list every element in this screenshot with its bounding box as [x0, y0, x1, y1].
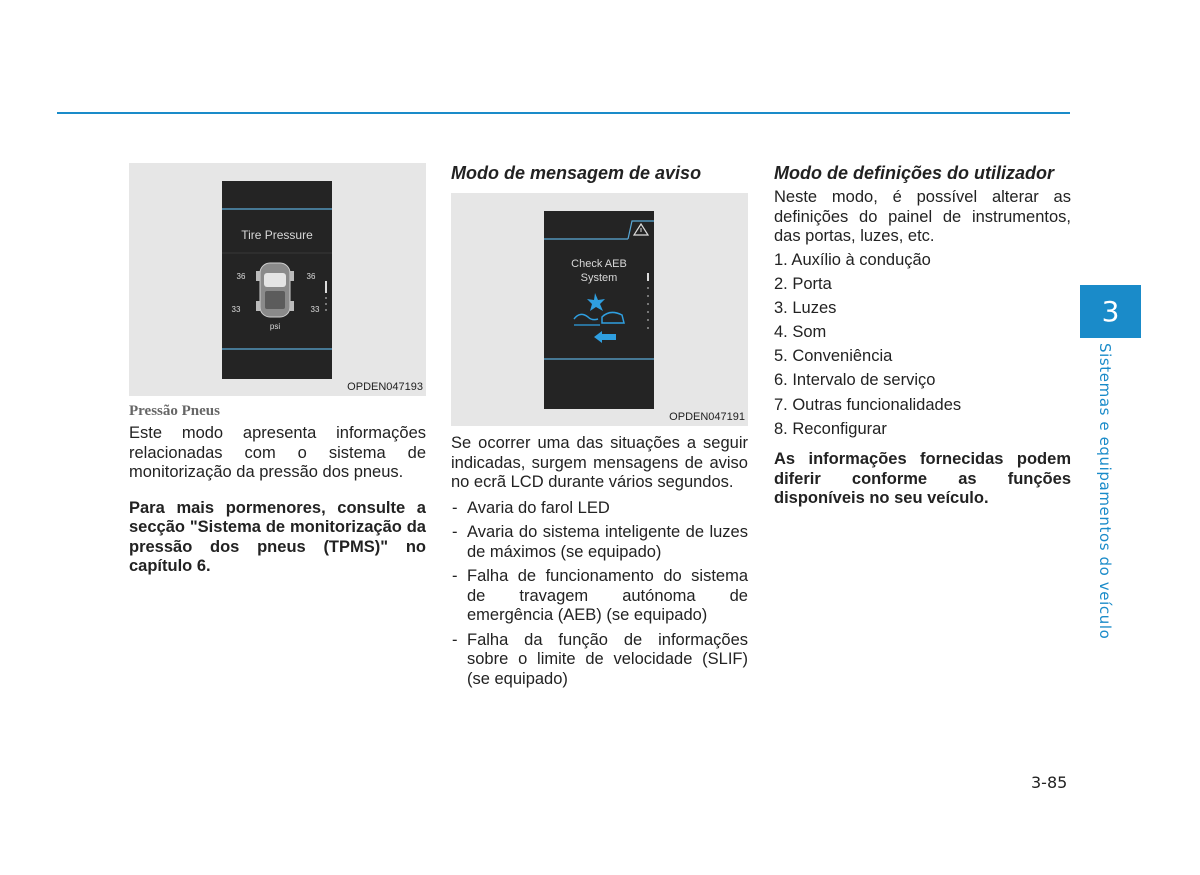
column-user-settings [774, 163, 1071, 509]
list-item: 5. Conveniência [774, 347, 893, 366]
pressure-front-left: 36 [236, 272, 246, 281]
pressure-rear-left: 33 [231, 305, 241, 314]
list-item: - Avaria do sistema inteligente de luzes de máximos (se equipado) [452, 523, 748, 561]
tire-pressure-display [222, 181, 332, 379]
figure-warning-message [451, 193, 748, 426]
warning-message-line2: System [580, 272, 618, 284]
section-heading: Modo de mensagem de aviso [451, 163, 702, 183]
settings-list [774, 251, 1071, 440]
body-text: Neste modo, é possível alterar as definições do painel de instrumentos, das portas, luzes, etc. [774, 188, 1071, 245]
list-item: 2. Porta [774, 274, 832, 293]
list-item: 7. Outras funcionalidades [774, 395, 962, 414]
chapter-number-tab: 3 [1080, 285, 1141, 338]
chapter-title: Sistemas e equipamentos do veículo [1096, 343, 1114, 640]
body-text: Este modo apresenta informações relacionadas com o sistema de monitorização da pressão dos pneus. [129, 424, 426, 481]
header-rule [57, 112, 1070, 114]
note-text: As informações fornecidas podem diferir conforme as funções disponíveis no seu veículo. [774, 450, 1071, 508]
list-item: 8. Reconfigurar [774, 419, 887, 438]
figure-tire-pressure [129, 163, 426, 396]
pressure-unit: psi [269, 322, 281, 331]
car-top-view-icon [256, 263, 294, 317]
warning-message-line1: Check AEB [571, 258, 627, 270]
warning-list [451, 499, 748, 690]
page-number: 3-85 [1031, 773, 1068, 792]
list-item: - Avaria do farol LED [452, 498, 610, 517]
warning-triangle-icon [634, 224, 648, 235]
list-item: 1. Auxílio à condução [774, 250, 931, 269]
list-item: 3. Luzes [774, 298, 837, 317]
figure-code: OPDEN047193 [347, 381, 423, 393]
aeb-collision-icon [574, 293, 624, 325]
figure-code: OPDEN047191 [669, 411, 745, 423]
body-text: Se ocorrer uma das situações a seguir indicadas, surgem mensagens de aviso no ecrã LCD durante vários segundos. [451, 434, 748, 491]
column-tire-pressure [129, 163, 426, 577]
note-text: Para mais pormenores, consulte a secção "Sistema de monitorização da pressão dos pneus (TPMS)" no capítulo 6. [129, 498, 426, 575]
figure-caption: Pressão Pneus [129, 403, 220, 419]
pressure-rear-right: 33 [310, 305, 320, 314]
list-item: - Falha de funcionamento do sistema de travagem autónoma de emergência (AEB) (se equipado) [452, 567, 748, 624]
warning-display [544, 211, 654, 409]
arrow-left-icon [594, 331, 616, 343]
pressure-front-right: 36 [306, 272, 316, 281]
column-warning-mode [451, 163, 748, 694]
screen-title: Tire Pressure [241, 228, 313, 242]
section-heading: Modo de definições do utilizador [774, 163, 1055, 183]
list-item: 6. Intervalo de serviço [774, 371, 936, 390]
list-item: - Falha da função de informações sobre o limite de velocidade (SLIF) (se equipado) [452, 630, 748, 688]
list-item: 4. Som [774, 323, 827, 342]
